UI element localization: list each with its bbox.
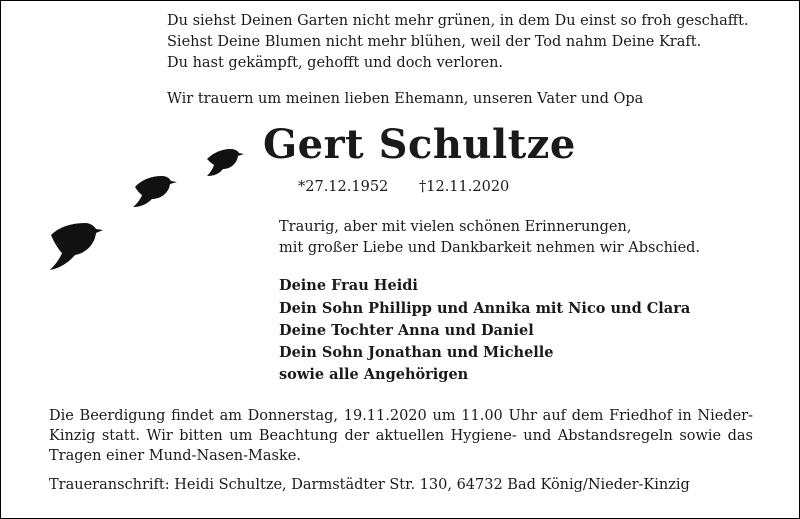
mourner-2: Dein Sohn Phillipp und Annika mit Nico und Clara: [279, 300, 691, 317]
intro-text: Wir trauern um meinen lieben Ehemann, unseren Vater und Opa: [167, 91, 644, 107]
mourner-5: sowie alle Angehörigen: [279, 366, 469, 383]
farewell-line-2: mit großer Liebe und Dankbarkeit nehmen wir Abschied.: [279, 240, 701, 256]
deceased-name: Gert Schultze: [263, 121, 576, 168]
bird-icon: [207, 149, 244, 176]
poem-line-3: Du hast gekämpft, gehofft und doch verloren.: [167, 55, 504, 71]
funeral-details: Die Beerdigung findet am Donnerstag, 19.11.2020 um 11.00 Uhr auf dem Friedhof in Nieder-Kinzig statt. Wir bitten um Beachtung der aktuellen Hygiene- und Abstandsregeln sowie das Tragen einer Mund-Nasen-Maske.: [49, 408, 753, 464]
farewell-line-1: Traurig, aber mit vielen schönen Erinnerungen,: [279, 219, 632, 235]
bird-icon: [133, 176, 177, 207]
mourning-address: Traueranschrift: Heidi Schultze, Darmstädter Str. 130, 64732 Bad König/Nieder-Kinzig: [49, 477, 690, 493]
poem-line-2: Siehst Deine Blumen nicht mehr blühen, weil der Tod nahm Deine Kraft.: [167, 34, 702, 50]
mourner-4: Dein Sohn Jonathan und Michelle: [279, 344, 554, 361]
death-date: †12.11.2020: [419, 179, 510, 195]
bird-icon: [50, 223, 103, 270]
birds-illustration: [41, 137, 261, 287]
poem-line-1: Du siehst Deinen Garten nicht mehr grünen, in dem Du einst so froh geschafft.: [167, 13, 749, 29]
birth-date: *27.12.1952: [298, 179, 389, 195]
mourner-3: Deine Tochter Anna und Daniel: [279, 322, 534, 339]
mourner-1: Deine Frau Heidi: [279, 277, 418, 294]
